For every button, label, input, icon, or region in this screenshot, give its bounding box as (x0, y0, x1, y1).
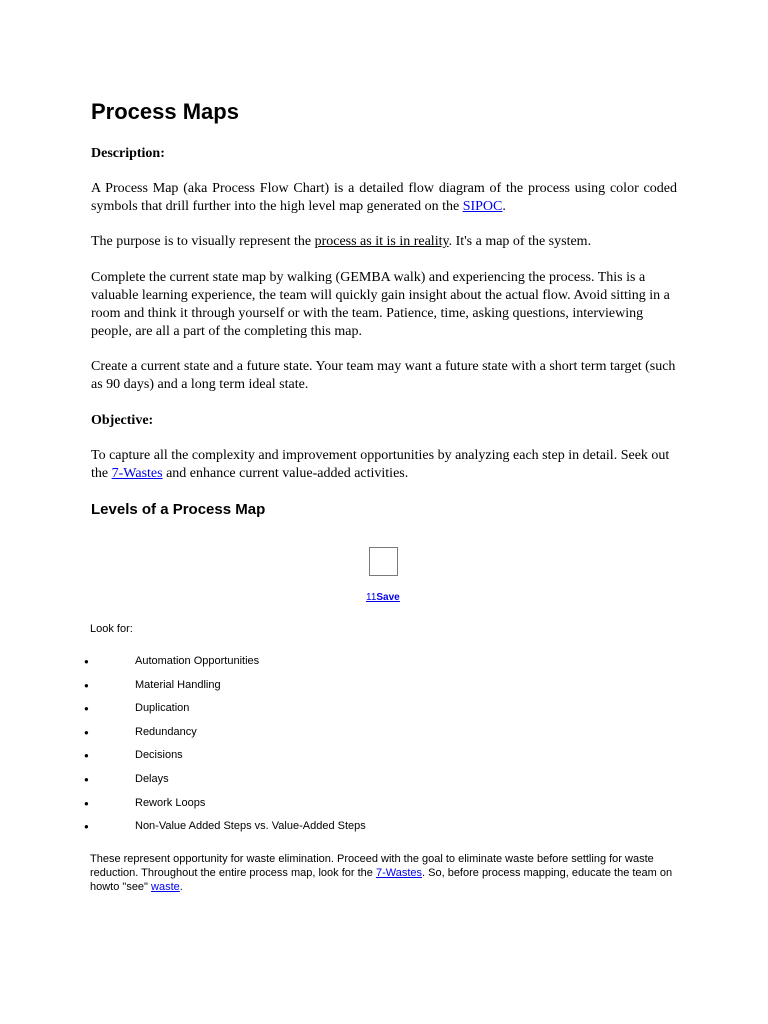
list-item-label: Delays (135, 772, 169, 785)
list-item (0, 725, 768, 749)
objective-end: and enhance current value-added activities. (166, 466, 409, 481)
list-item (0, 796, 768, 820)
list-item-label: Redundancy (135, 725, 197, 738)
list-item (0, 654, 768, 678)
waste-link[interactable]: waste (151, 881, 180, 893)
image-thumbnail[interactable] (369, 547, 398, 576)
levels-heading: Levels of a Process Map (91, 501, 266, 518)
description-paragraph-1 (91, 180, 677, 216)
description-paragraph-2 (91, 233, 677, 251)
look-for-list (0, 654, 768, 843)
footer-text-3: . (179, 881, 183, 893)
objective-heading: Objective: (91, 413, 154, 428)
description-paragraph-3: Complete the current state map by walking (GEMBA walk) and experiencing the process. This is a valuable learning experience, the team will quickly gain insight about the actual flow. Avoid sitting in a room and think it through yourself or with the team. Patience, time, asking questions, interviewing people, are all a part of the completing this map. (91, 270, 670, 339)
save-count: 11 (366, 592, 377, 603)
list-item-label: Decisions (135, 749, 183, 762)
list-item (0, 772, 768, 796)
objective-paragraph (91, 447, 677, 483)
footer-text-2: . So, before process mapping, educate the team on howto "see" (90, 867, 673, 893)
save-button[interactable] (366, 591, 400, 604)
seven-wastes-link-2[interactable]: 7-Wastes (375, 867, 423, 879)
waste-elimination-paragraph (90, 852, 680, 894)
bullet-icon: ● (84, 822, 89, 832)
list-item-label: Automation Opportunities (135, 655, 260, 667)
bullet-icon: ● (84, 704, 89, 714)
page-title: Process Maps (91, 99, 239, 124)
footer-text-1: These represent opportunity for waste elimination. Proceed with the goal to eliminate waste before settling for waste reduction. Throughout the entire process map, look for the (90, 853, 654, 879)
bullet-icon: ● (84, 727, 89, 737)
description-p2-end: . It's a map of the system. (448, 234, 592, 249)
list-item-label: Duplication (135, 702, 190, 715)
process-reality-phrase: process as it is in reality (314, 234, 449, 249)
bullet-icon: ● (84, 657, 89, 666)
bullet-icon: ● (84, 798, 89, 808)
seven-wastes-link[interactable]: 7-Wastes (111, 466, 163, 481)
bullet-icon: ● (84, 774, 89, 784)
description-p1-text: A Process Map (aka Process Flow Chart) is a detailed flow diagram of the process using color coded symbols that drill further into the high level map generated on the (91, 181, 677, 214)
description-paragraph-4: Create a current state and a future state. Your team may want a future state with a short term target (such as 90 days) and a long term ideal state. (91, 359, 676, 392)
description-p2-text: The purpose is to visually represent the (91, 234, 312, 249)
list-item-label: Material Handling (135, 678, 221, 691)
objective-text: To capture all the complexity and improvement opportunities by analyzing each step in detail. Seek out the (91, 448, 670, 481)
list-item (0, 819, 768, 843)
list-item (0, 748, 768, 772)
list-item-label: Non-Value Added Steps vs. Value-Added Steps (135, 820, 366, 833)
look-for-label: Look for: (90, 623, 133, 635)
description-heading: Description: (91, 146, 165, 161)
list-item (0, 701, 768, 725)
sipoc-link[interactable]: SIPOC (462, 199, 503, 214)
bullet-icon: ● (84, 680, 89, 690)
save-label: Save (376, 592, 400, 603)
bullet-icon: ● (84, 751, 89, 761)
list-item-label: Rework Loops (135, 796, 206, 809)
list-item (0, 678, 768, 702)
description-p1-end: . (502, 199, 506, 214)
